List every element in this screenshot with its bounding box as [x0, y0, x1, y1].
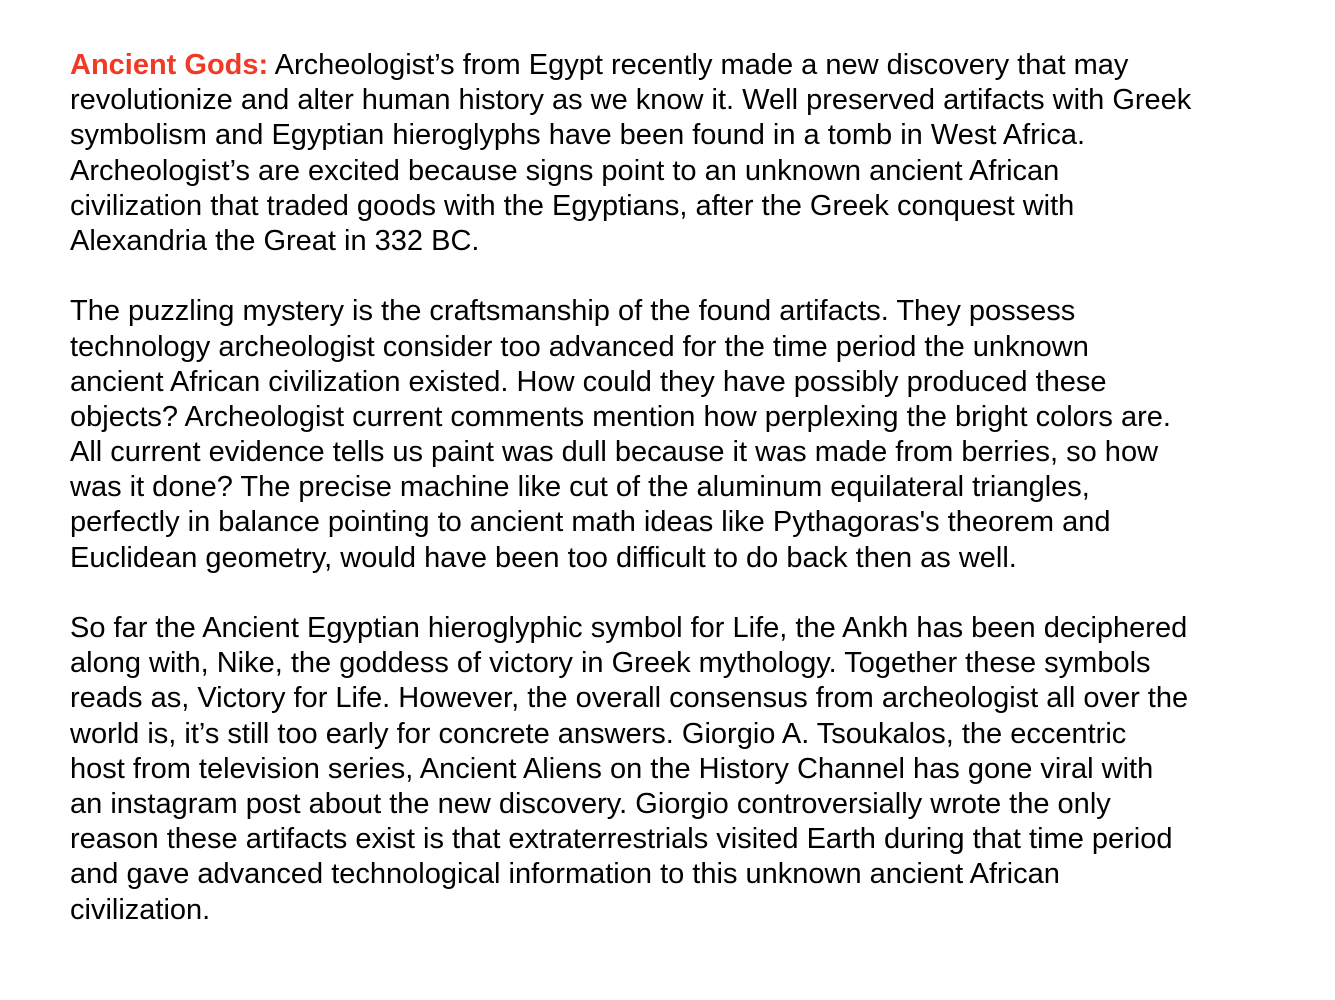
text-line: Alexandria the Great in 332 BC.: [70, 224, 480, 257]
paragraph-gap: [70, 259, 1270, 294]
text-line: host from television series, Ancient Aliens on the History Channel has gone viral with: [70, 752, 1154, 785]
text-line: was it done? The precise machine like cut of the aluminum equilateral triangles,: [70, 471, 1090, 504]
text-line: civilization that traded goods with the Egyptians, after the Greek conquest with: [70, 189, 1075, 222]
text-line: reads as, Victory for Life. However, the overall consensus from archeologist all over the: [70, 682, 1189, 715]
text-line: Archeologist’s are excited because signs point to an unknown ancient African: [70, 154, 1060, 187]
text-line: The puzzling mystery is the craftsmanship of the found artifacts. They possess: [70, 295, 1076, 328]
text-line: ancient African civilization existed. How could they have possibly produced these: [70, 365, 1107, 398]
text-line: So far the Ancient Egyptian hieroglyphic symbol for Life, the Ankh has been deciphered: [70, 612, 1188, 644]
text-line: an instagram post about the new discovery. Giorgio controversially wrote the only: [70, 787, 1111, 820]
text-line: Euclidean geometry, would have been too difficult to do back then as well.: [70, 541, 1017, 574]
text-line: [70, 48, 1270, 83]
text-line: revolutionize and alter human history as we know it. Well preserved artifacts with Greek: [70, 84, 1192, 117]
text-line-content: Archeologist’s from Egypt recently made a new discovery that may: [268, 49, 1129, 81]
paragraph-1: [70, 48, 1270, 259]
paragraph-gap: [70, 576, 1270, 611]
text-line: world is, it’s still too early for concrete answers. Giorgio A. Tsoukalos, the eccentric: [70, 717, 1127, 750]
text-line: All current evidence tells us paint was dull because it was made from berries, so how: [70, 436, 1159, 469]
text-line: symbolism and Egyptian hieroglyphs have been found in a tomb in West Africa.: [70, 119, 1086, 152]
article: [70, 48, 1270, 928]
paragraph-2: [70, 294, 1270, 576]
text-line: objects? Archeologist current comments mention how perplexing the bright colors are.: [70, 400, 1171, 433]
text-line: along with, Nike, the goddess of victory in Greek mythology. Together these symbols: [70, 647, 1151, 680]
article-heading: Ancient Gods:: [70, 49, 269, 81]
text-line: reason these artifacts exist is that extraterrestrials visited Earth during that time period: [70, 823, 1173, 856]
text-line: technology archeologist consider too advanced for the time period the unknown: [70, 330, 1089, 363]
text-line: civilization.: [70, 893, 211, 926]
paragraph-3: [70, 611, 1270, 928]
text-line: perfectly in balance pointing to ancient math ideas like Pythagoras's theorem and: [70, 506, 1111, 539]
text-line: and gave advanced technological information to this unknown ancient African: [70, 858, 1060, 891]
